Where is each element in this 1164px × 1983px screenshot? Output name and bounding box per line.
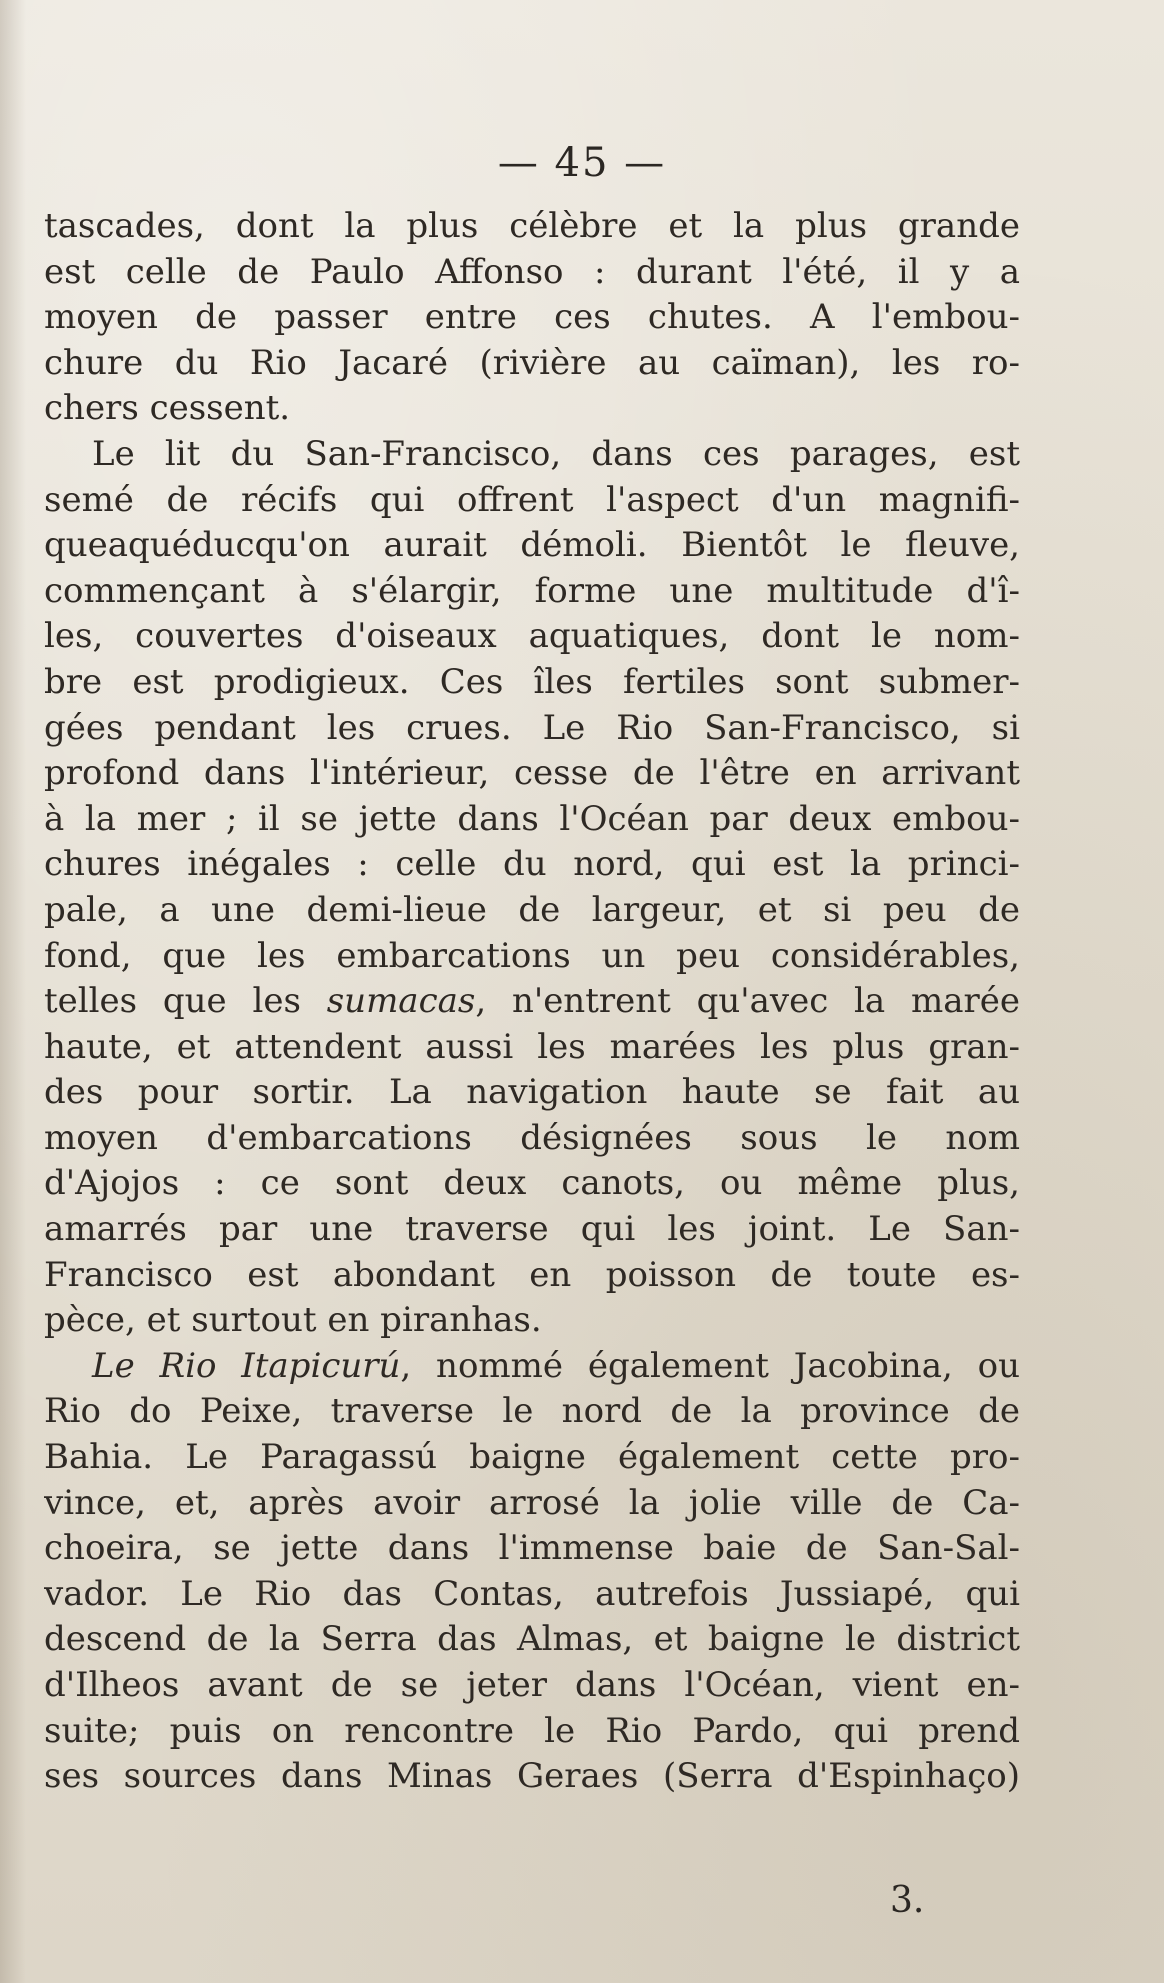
text-line: descend de la Serra das Almas, et baigne le district: [44, 1619, 1020, 1660]
text-segment: , n'entrent qu'avec la marée: [475, 981, 1020, 1022]
text-line: moyen d'embarcations désignées sous le nom: [44, 1117, 1020, 1158]
text-line: à la mer ; il se jette dans l'Océan par deux embou-: [44, 798, 1020, 839]
text-line: commençant à s'élargir, forme une multitude d'î-: [44, 570, 1020, 611]
text-line: est celle de Paulo Affonso : durant l'été, il y a: [44, 251, 1020, 292]
text-line: Bahia. Le Paragassú baigne également cette pro-: [44, 1437, 1020, 1478]
text-line: chers cessent.: [44, 388, 291, 429]
text-line: fond, que les embarcations un peu considérables,: [44, 935, 1020, 976]
text-line: Rio do Peixe, traverse le nord de la province de: [44, 1391, 1020, 1432]
text-line: pale, a une demi-lieue de largeur, et si peu de: [44, 889, 1020, 930]
text-line: les, couvertes d'oiseaux aquatiques, dont le nom-: [44, 616, 1020, 657]
text-line: vince, et, après avoir arrosé la jolie ville de Ca-: [44, 1482, 1020, 1523]
paragraph-start-line: [44, 1344, 1020, 1390]
text-line: ses sources dans Minas Geraes (Serra d'Espinhaço): [44, 1756, 1020, 1797]
text-line: [44, 979, 1020, 1025]
text-line: tascades, dont la plus célèbre et la plus grande: [44, 206, 1020, 246]
text-line: bre est prodigieux. Ces îles fertiles sont submer-: [44, 661, 1020, 702]
text-line: vador. Le Rio das Contas, autrefois Jussiapé, qui: [44, 1573, 1020, 1614]
text-line: des pour sortir. La navigation haute se fait au: [44, 1072, 1020, 1113]
text-line: semé de récifs qui offrent l'aspect d'un magnifi-: [44, 479, 1020, 520]
body-text: [44, 204, 1020, 1800]
signature-mark: 3.: [890, 1880, 925, 1921]
italic-term: sumacas: [326, 981, 476, 1022]
text-line: profond dans l'intérieur, cesse de l'être en arrivant: [44, 753, 1020, 794]
paragraph-start-line: Le lit du San-Francisco, dans ces parages, est: [92, 433, 1020, 474]
text-line: haute, et attendent aussi les marées les plus gran-: [44, 1026, 1020, 1067]
text-line: Francisco est abondant en poisson de toute es-: [44, 1254, 1020, 1295]
text-line: d'Ilheos avant de se jeter dans l'Océan, vient en-: [44, 1665, 1020, 1705]
page-edge-shadow: [0, 0, 26, 1983]
text-segment: telles que les: [44, 981, 327, 1022]
text-line: gées pendant les crues. Le Rio San-Francisco, si: [44, 707, 1020, 748]
italic-term: Le Rio Itapicurú: [92, 1345, 401, 1386]
text-line: queaquéducqu'on aurait démoli. Bientôt le fleuve,: [44, 525, 1020, 566]
text-line: d'Ajojos : ce sont deux canots, ou même plus,: [44, 1163, 1020, 1204]
text-line: choeira, se jette dans l'immense baie de San-Sal-: [44, 1528, 1020, 1569]
text-line: chure du Rio Jacaré (rivière au caïman), les ro-: [44, 342, 1020, 383]
text-line: suite; puis on rencontre le Rio Pardo, qui prend: [44, 1710, 1020, 1751]
text-line: pèce, et surtout en piranhas.: [44, 1300, 542, 1341]
text-line: moyen de passer entre ces chutes. A l'embou-: [44, 297, 1020, 338]
text-segment: , nommé également Jacobina, ou: [400, 1345, 1020, 1386]
text-line: chures inégales : celle du nord, qui est la princi-: [44, 844, 1020, 885]
text-line: amarrés par une traverse qui les joint. Le San-: [44, 1209, 1020, 1250]
page-number: — 45 —: [497, 140, 667, 186]
